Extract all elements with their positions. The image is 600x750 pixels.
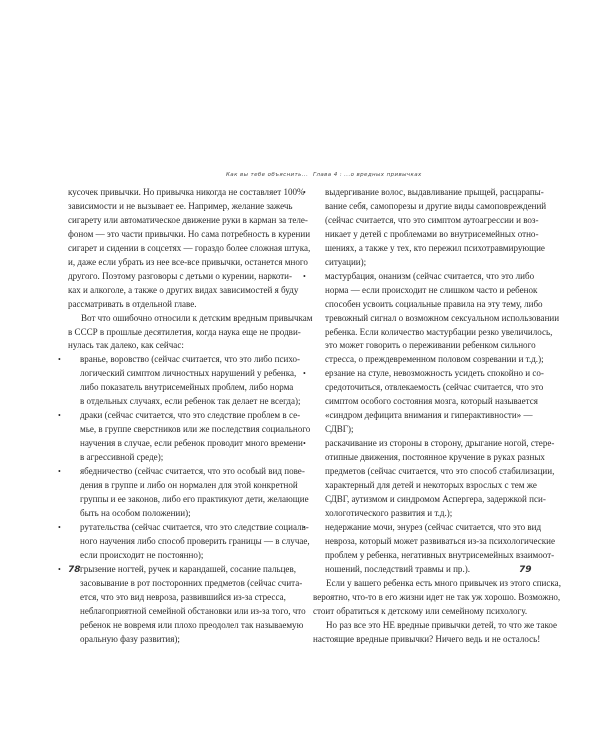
text-line: либо показатель внутрисемейных проблем, либо норма (80, 382, 294, 393)
text-line: в агрессивной среде); (80, 452, 164, 463)
text-line: нулась так далеко, как сейчас: (68, 340, 184, 351)
text-line: если происходит не постоянно); (80, 549, 204, 560)
list-item-line: • вранье, воровство (сейчас считается, что это либо психо- (68, 353, 288, 367)
text-line: быть на особом положении); (80, 507, 191, 518)
text-line: неблагоприятной семейной обстановки или из-за того, что (80, 605, 306, 616)
text-line: ного научения либо способ проверить границы — в случае, (80, 535, 310, 546)
text-line: вероятно, что-то в его жизни идет не так уж хорошо. Возможно, (313, 591, 561, 602)
text-line: Если у вашего ребенка есть много привычек из этого списка, (326, 577, 561, 588)
text-line: Вот что ошибочно относили к детским вредным привычкам (81, 312, 313, 323)
right-running-header: Глава 4 : ...о вредных привычках (313, 172, 422, 178)
list-item-line: • ерзание на стуле, невозможность усидеть спокойно и со- (313, 367, 535, 381)
text-line: ношений, последствий травмы и пр.). (325, 563, 470, 574)
text-line: зависимости и не вызывает ее. Например, желание зажечь (68, 200, 293, 211)
text-line: ется, что это вид невроза, развившийся из-за стресса, (80, 591, 286, 602)
text-line: никает у детей с проблемами во внутрисемейных отно- (325, 228, 539, 239)
left-page-text (68, 186, 313, 646)
text-line: предметов (сейчас считается, что это способ стабилизации, (325, 466, 555, 477)
text-line: логический симптом личностных нарушений у ребенка, (80, 368, 297, 379)
text-line: характерный для детей и некоторых взрослых с тем же (325, 480, 537, 491)
list-item-line: • ябедничество (сейчас считается, что это особый вид пове- (68, 465, 288, 479)
text-line: сигарету или автоматическое движение руки в карман за теле- (68, 214, 308, 225)
text-line: хологотического развития и т.д.); (325, 507, 453, 518)
list-item-line: • недержание мочи, энурез (сейчас считается, что это вид (313, 521, 535, 535)
text-line: симптом особого состояния мозга, который называется (325, 396, 538, 407)
text-line: в отдельных случаях, если ребенок так делает не всегда); (80, 396, 301, 407)
text-line: дения в группе и либо он нормален для этой конкретной (80, 480, 298, 491)
list-item-line: • раскачивание из стороны в сторону, дрыгание ногой, стере- (313, 437, 535, 451)
text-line: СДВГ, аутизмом и синдромом Аспергера, задержкой пси- (325, 493, 546, 504)
text-line: группы и ее законов, либо его практикуют дети, желающие (80, 493, 309, 504)
text-line: фоном — это части привычки. Но сама потребность в курении (68, 228, 311, 239)
list-item-line: • рутательства (сейчас считается, что это следствие социаль- (68, 521, 288, 535)
list-item-line: • драки (сейчас считается, что это следствие проблем в се- (68, 409, 288, 423)
text-line: (сейчас считается, что это симптом аутоагрессии и воз- (325, 214, 539, 225)
text-line: научения в случае, если ребенок проводит много времени (80, 438, 303, 449)
list-item-line: • грызение ногтей, ручек и карандашей, сосание пальцев, (68, 563, 288, 577)
text-line: другого. Поэтому разговоры с детьми о курении, наркоти- (68, 270, 293, 281)
text-line: ках и алкоголе, а также о других видах зависимостей я буду (68, 284, 299, 295)
text-line: СДВГ); (325, 424, 354, 435)
text-line: сигарет и сидении в соцсетях — гораздо более сложная штука, (68, 242, 311, 253)
text-line: это может говорить о переживании ребенком сильного (325, 340, 536, 351)
text-line: кусочек привычки. Но привычка никогда не составляет 100% (68, 187, 305, 197)
text-line: проблем у ребенка, негативных внутрисемейных взаимоот- (325, 549, 555, 560)
list-item-line: • выдергивание волос, выдавливание прыщей, расцарапы- (313, 186, 535, 200)
text-line: мье, в группе сверстников или же последствия социального (80, 424, 311, 435)
text-line: ребенка. Если количество мастурбации резко увеличилось, (325, 326, 553, 337)
text-line: настоящие вредные привычки? Ничего ведь и не осталось! (313, 633, 541, 644)
text-line: ребенок не вовремя или плохо преодолел так называемую (80, 619, 304, 630)
text-line: рассматривать в отдельной главе. (68, 298, 197, 309)
text-line: стоит обратиться к детскому или семейному психологу. (313, 605, 528, 616)
text-line: стресса, о преждевременном половом созревании и т.д.); (325, 354, 544, 365)
text-line: в СССР в прошлые десятилетия, когда наука еще не продви- (68, 326, 301, 337)
text-line: тревожный сигнал о возможном сексуальном использовании (325, 312, 560, 323)
left-page-number: 78 (68, 565, 81, 575)
text-line: оральную фазу развития); (80, 633, 180, 644)
text-line: ситуации); (325, 256, 367, 267)
text-line: невроза, который может развиваться из-за психологические (325, 535, 555, 546)
text-line: Но раз все это НЕ вредные привычки детей, то что же такое (326, 619, 558, 630)
text-line: средоточиться, отвлекаемость (сейчас считается, что это (325, 382, 544, 393)
list-item-line: • мастурбация, онанизм (сейчас считается, что это либо (313, 270, 535, 284)
right-page-text (313, 186, 561, 646)
right-page-number: 79 (519, 565, 532, 575)
text-line: вание себя, самопорезы и другие виды самоповреждений (325, 200, 547, 211)
text-line: отипные движения, постоянное кручение в руках разных (325, 452, 545, 463)
text-line: шениях, а также у тех, кто пережил психотравмирующие (325, 242, 545, 253)
text-line: способен усвоить социальные правила на эту тему, либо (325, 298, 543, 309)
text-line: и, даже если убрать из нее все-все привычки, останется много (68, 256, 308, 267)
text-line: засовывание в рот посторонних предметов (сейчас счита- (80, 577, 303, 588)
left-running-header: Как вы тебе объяснить... (226, 172, 309, 178)
text-line: «синдром дефицита внимания и гиперактивности» — (325, 410, 533, 421)
text-line: норма — если происходит не слишком часто и ребенок (325, 284, 538, 295)
